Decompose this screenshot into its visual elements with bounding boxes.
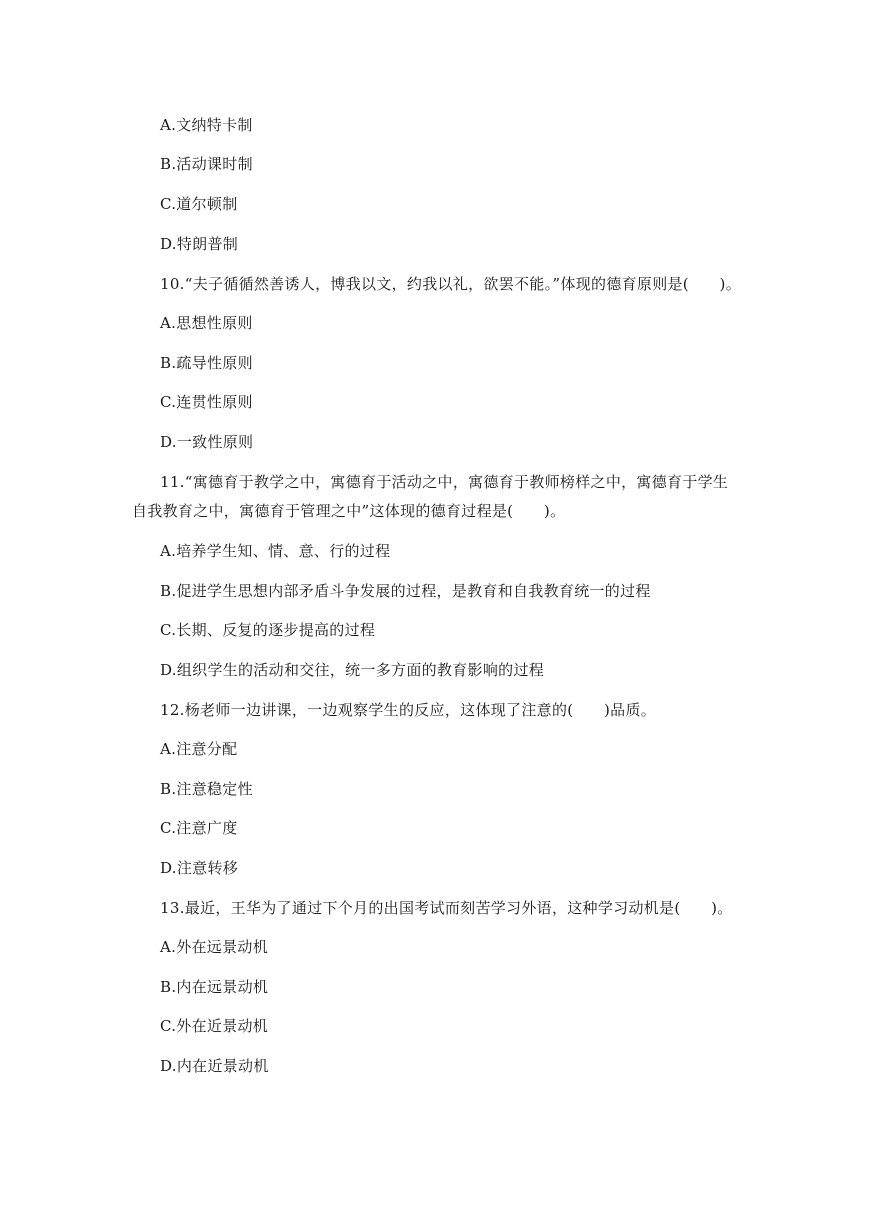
q12-option-c: C.注意广度 [160, 819, 238, 837]
q12-option-d: D.注意转移 [160, 859, 239, 877]
q10-option-a: A.思想性原则 [160, 314, 253, 332]
q13-option-a: A.外在远景动机 [160, 938, 269, 956]
q9-option-a: A.文纳特卡制 [160, 116, 253, 134]
q9-option-b: B.活动课时制 [160, 155, 253, 173]
q10-option-b: B.疏导性原则 [160, 354, 253, 372]
q11-stem-line1: 11.“寓德育于教学之中，寓德育于活动之中，寓德育于教师榜样之中，寓德育于学生 [160, 473, 729, 491]
q13-option-c: C.外在近景动机 [160, 1017, 269, 1035]
q10-option-d: D.一致性原则 [160, 433, 254, 451]
q10-stem: 10.“夫子循循然善诱人，博我以文，约我以礼，欲罢不能。”体现的德育原则是( )。 [160, 275, 741, 293]
q13-stem: 13.最近，王华为了通过下个月的出国考试而刻苦学习外语，这种学习动机是( )。 [160, 899, 733, 917]
q11-option-c: C.长期、反复的逐步提高的过程 [160, 621, 376, 639]
q12-option-a: A.注意分配 [160, 740, 238, 758]
q11-option-b: B.促进学生思想内部矛盾斗争发展的过程，是教育和自我教育统一的过程 [160, 582, 651, 600]
q12-option-b: B.注意稳定性 [160, 780, 253, 798]
q12-stem: 12.杨老师一边讲课，一边观察学生的反应，这体现了注意的( )品质。 [160, 701, 657, 719]
q13-option-b: B.内在远景动机 [160, 978, 269, 996]
q9-option-c: C.道尔顿制 [160, 195, 238, 213]
q9-option-d: D.特朗普制 [160, 235, 239, 253]
q11-option-a: A.培养学生知、情、意、行的过程 [160, 542, 391, 560]
q10-option-c: C.连贯性原则 [160, 393, 253, 411]
q11-stem-line2: 自我教育之中，寓德育于管理之中”这体现的德育过程是( )。 [132, 502, 566, 520]
q11-option-d: D.组织学生的活动和交往，统一多方面的教育影响的过程 [160, 661, 545, 679]
q13-option-d: D.内在近景动机 [160, 1057, 269, 1075]
